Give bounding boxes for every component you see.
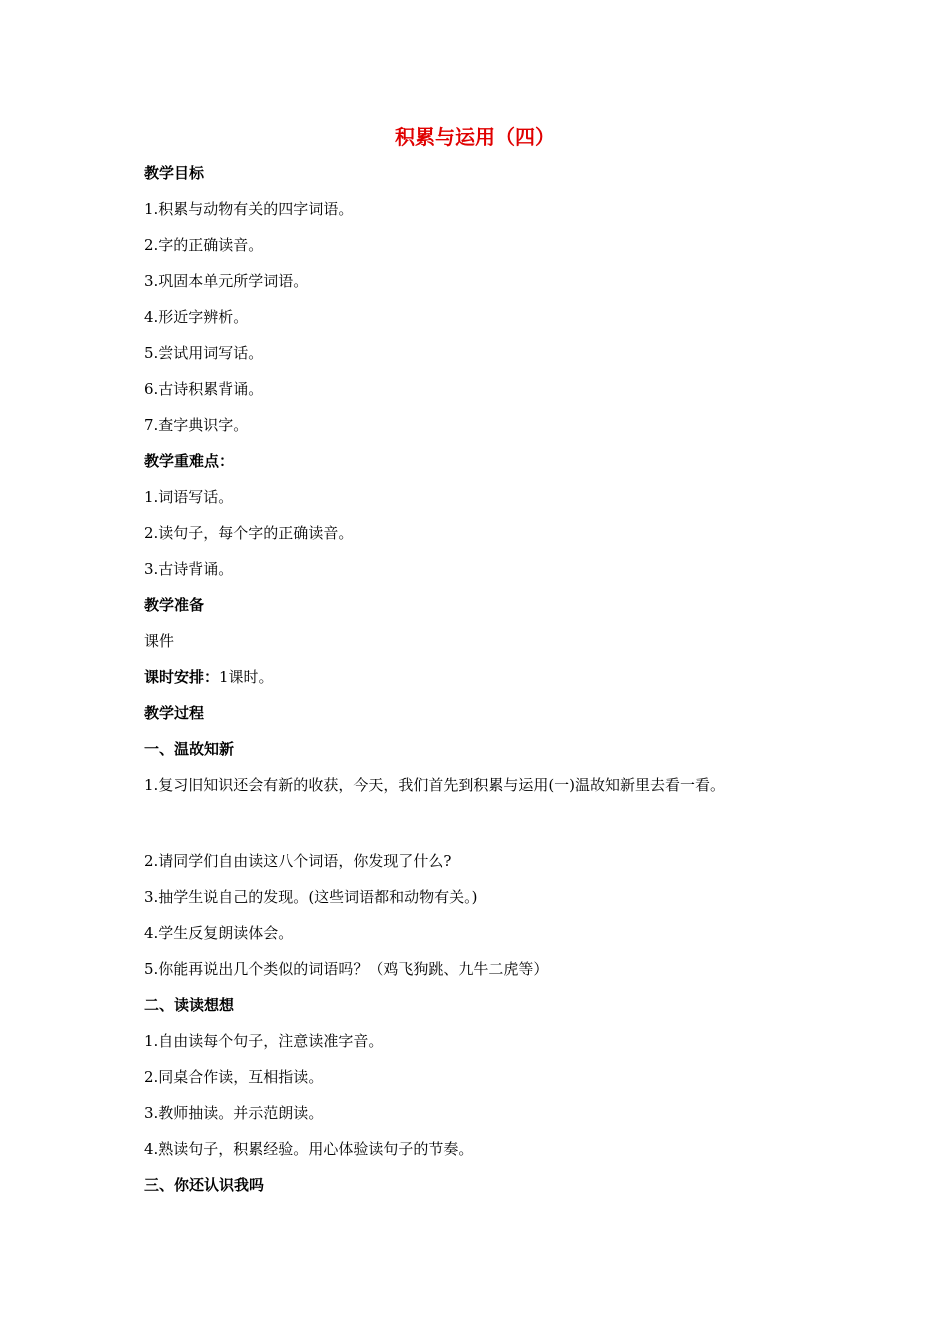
section2-item: 4.熟读句子，积累经验。用心体验读句子的节奏。 xyxy=(144,1140,474,1158)
section1-item: 5.你能再说出几个类似的词语吗？（鸡飞狗跳、九牛二虎等） xyxy=(144,960,549,978)
section1-item: 3.抽学生说自己的发现。(这些词语都和动物有关。) xyxy=(144,888,478,906)
key-point-item: 1.词语写话。 xyxy=(144,488,234,506)
schedule-label: 课时安排： xyxy=(144,668,220,686)
process-heading: 教学过程 xyxy=(144,704,205,722)
section2-item: 3.教师抽读。并示范朗读。 xyxy=(144,1104,324,1122)
key-point-item: 3.古诗背诵。 xyxy=(144,560,234,578)
section1-item: 1.复习旧知识还会有新的收获，今天，我们首先到积累与运用(一)温故知新里去看一看。 xyxy=(144,776,726,794)
section2-item: 1.自由读每个句子，注意读准字音。 xyxy=(144,1032,384,1050)
objective-item: 3.巩固本单元所学词语。 xyxy=(144,272,309,290)
schedule-value: 1课时。 xyxy=(219,668,274,686)
objective-item: 4.形近字辨析。 xyxy=(144,308,249,326)
key-points-heading: 教学重难点： xyxy=(144,452,235,470)
section1-item: 2.请同学们自由读这八个词语，你发现了什么? xyxy=(144,852,452,870)
section2-item: 2.同桌合作读，互相指读。 xyxy=(144,1068,324,1086)
objective-item: 7.查字典识字。 xyxy=(144,416,249,434)
section2-heading: 二、读读想想 xyxy=(144,996,235,1014)
section1-item: 4.学生反复朗读体会。 xyxy=(144,924,294,942)
objectives-heading: 教学目标 xyxy=(144,164,205,182)
objective-item: 6.古诗积累背诵。 xyxy=(144,380,264,398)
section1-heading: 一、温故知新 xyxy=(144,740,235,758)
section3-heading: 三、你还认识我吗 xyxy=(144,1176,265,1194)
key-point-item: 2.读句子，每个字的正确读音。 xyxy=(144,524,354,542)
objective-item: 2.字的正确读音。 xyxy=(144,236,264,254)
objective-item: 1.积累与动物有关的四字词语。 xyxy=(144,200,354,218)
preparation-content: 课件 xyxy=(144,632,175,650)
preparation-heading: 教学准备 xyxy=(144,596,205,614)
objective-item: 5.尝试用词写话。 xyxy=(144,344,264,362)
schedule-line xyxy=(144,667,844,687)
document-title: 积累与运用（四） xyxy=(395,125,555,149)
